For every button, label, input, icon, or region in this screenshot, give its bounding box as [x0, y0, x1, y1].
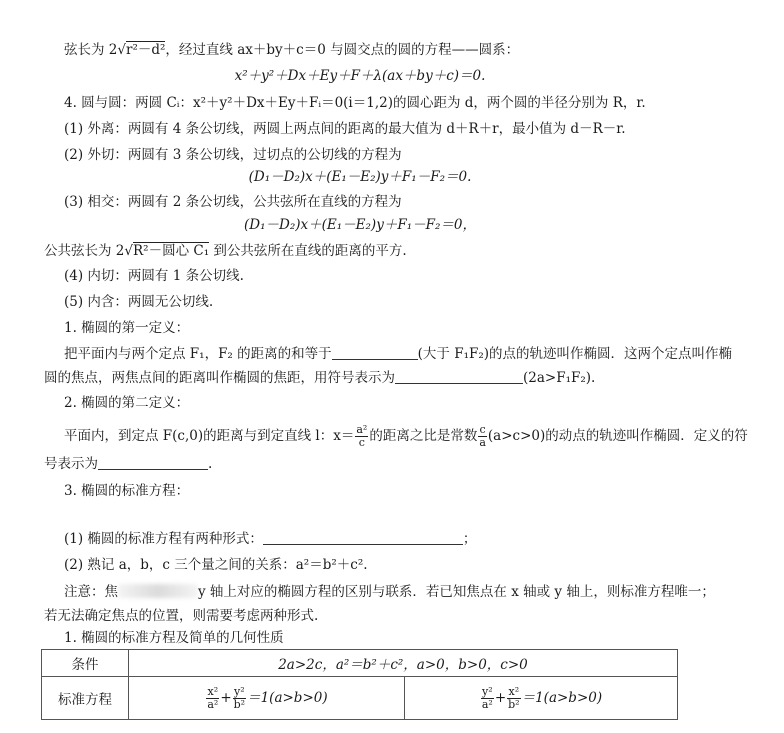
fraction-x2-over-b2 — [507, 686, 520, 711]
definition-text: 的距离之比是常数 — [369, 428, 478, 444]
ellipse-standard-equation-heading: 3. 椭圆的标准方程： — [64, 483, 190, 499]
ellipse-properties-table — [41, 649, 678, 720]
chord-length-prefix: 弦长为 2 — [64, 42, 118, 58]
common-chord-radicand: R²－圆心 C₁ — [133, 243, 210, 259]
internal-tangent-item: (4) 内切：两圆有 1 条公切线. — [64, 268, 244, 284]
tangent-line-equation: (D₁－D₂)x＋(E₁－E₂)y＋F₁－F₂＝0. — [248, 169, 472, 185]
item-text: (1) 椭圆的标准方程有两种形式： — [64, 531, 263, 547]
chord-length-line — [64, 38, 784, 62]
definition-text: 号表示为 — [44, 456, 98, 472]
fill-blank — [332, 345, 418, 360]
fraction-numerator: x² — [508, 684, 520, 698]
item-text: ； — [462, 531, 477, 547]
fill-blank — [263, 530, 463, 545]
definition-text: 圆的焦点，两焦点间的距离叫作椭圆的焦距，用符号表示为 — [44, 370, 395, 386]
note-text: y 轴上对应的椭圆方程的区别与联系．若已知焦点在 x 轴或 y 轴上，则标准方程唯一； — [198, 584, 715, 600]
blurred-text-region — [118, 584, 198, 598]
fraction-numerator: y² — [482, 684, 493, 698]
external-tangent-item: (2) 外切：两圆有 3 条公切线，过切点的公切线的方程为 — [64, 147, 402, 163]
abc-relation-item: (2) 熟记 a，b，c 三个量之间的关系：a²＝b²＋c². — [64, 557, 368, 573]
vertical-ellipse-equation — [405, 677, 678, 720]
ellipse-second-definition-heading: 2. 椭圆的第二定义： — [64, 395, 190, 411]
common-chord-length-line — [44, 239, 764, 263]
standard-forms-item — [64, 527, 784, 551]
properties-heading: 1. 椭圆的标准方程及简单的几何性质 — [64, 630, 284, 646]
fraction-numerator: x² — [207, 684, 219, 698]
plus-sign: + — [220, 689, 232, 706]
sqrt-sign: √ — [124, 243, 133, 259]
fill-blank — [98, 455, 208, 470]
fraction-denominator: c — [358, 436, 365, 449]
definition-text: 平面内，到定点 F(c,0)的距离与到定直线 l：x＝ — [64, 428, 355, 444]
external-separation-item: (1) 外离：两圆有 4 条公切线，两圆上两点间的距离的最大值为 d＋R＋r，最小值为 d－R－r. — [64, 121, 626, 137]
ellipse-first-definition-heading: 1. 椭圆的第一定义： — [64, 320, 190, 336]
fraction-numerator: c — [479, 423, 486, 436]
fraction-denominator: b² — [233, 697, 246, 711]
row-label-condition: 条件 — [42, 650, 129, 677]
fraction-denominator: b² — [508, 697, 520, 711]
common-chord-length-suffix: 到公共弦所在直线的距离的平方. — [209, 243, 407, 259]
definition-text: (a>c>0)的动点的轨迹叫作椭圆．定义的符 — [487, 428, 748, 444]
fraction-a2-over-c — [355, 424, 368, 449]
definition-text: 把平面内与两个定点 F₁，F₂ 的距离的和等于 — [64, 346, 332, 362]
contained-item: (5) 内含：两圆无公切线. — [64, 294, 214, 310]
definition-text: (2a>F₁F₂). — [523, 370, 596, 386]
fill-blank — [395, 369, 523, 384]
definition-text: (大于 F₁F₂)的点的轨迹叫作椭圆．这两个定点叫作椭 — [417, 346, 733, 362]
fraction-c-over-a — [478, 424, 487, 449]
sqrt-sign: √ — [117, 42, 126, 58]
condition-value: 2a>2c，a²＝b²＋c²，a>0，b>0，c>0 — [129, 650, 678, 677]
fraction-denominator: a² — [207, 697, 219, 711]
ellipse-second-definition-line2 — [44, 452, 764, 476]
sqrt-radicand: r²－d² — [126, 42, 166, 58]
plus-sign: + — [494, 689, 507, 706]
section-circle-circle-heading: 4. 圆与圆：两圆 Cᵢ：x²＋y²＋Dx＋Ey＋Fᵢ＝0(i＝1,2)的圆心距为 d，两个圆的半径分别为 R，r. — [64, 95, 646, 111]
table-row — [42, 677, 678, 720]
fraction-numerator: a² — [356, 423, 368, 436]
fraction-x2-over-a2 — [206, 686, 219, 711]
ellipse-first-definition-line1 — [64, 342, 784, 366]
fraction-denominator: a — [479, 436, 486, 449]
ellipse-second-definition-line1 — [64, 421, 784, 451]
table-row — [42, 650, 678, 677]
horizontal-ellipse-equation — [129, 677, 405, 720]
common-chord-length-prefix: 公共弦长为 2 — [44, 243, 125, 259]
circle-family-equation: x²＋y²＋Dx＋Ey＋F＋λ(ax＋by＋c)＝0. — [234, 68, 486, 84]
definition-text: . — [208, 456, 213, 472]
ellipse-first-definition-line2 — [44, 366, 764, 390]
fraction-denominator: a² — [481, 697, 493, 711]
common-chord-equation: (D₁－D₂)x＋(E₁－E₂)y＋F₁－F₂＝0， — [244, 217, 476, 233]
note-line2: 若无法确定焦点的位置，则需要考虑两种形式. — [44, 608, 319, 624]
fraction-numerator: y² — [234, 684, 245, 698]
row-label-standard-equation: 标准方程 — [42, 677, 129, 720]
fraction-y2-over-a2 — [481, 686, 494, 711]
equation-rhs: ＝1(a>b>0) — [521, 689, 603, 706]
note-line1 — [64, 580, 784, 604]
fraction-y2-over-b2 — [233, 686, 246, 711]
note-text: 注意：焦 — [64, 584, 118, 600]
equation-rhs: ＝1(a>b>0) — [247, 689, 328, 706]
intersecting-item: (3) 相交：两圆有 2 条公切线，公共弦所在直线的方程为 — [64, 194, 402, 210]
chord-length-suffix: ，经过直线 ax＋by＋c＝0 与圆交点的圆的方程——圆系： — [165, 42, 520, 58]
